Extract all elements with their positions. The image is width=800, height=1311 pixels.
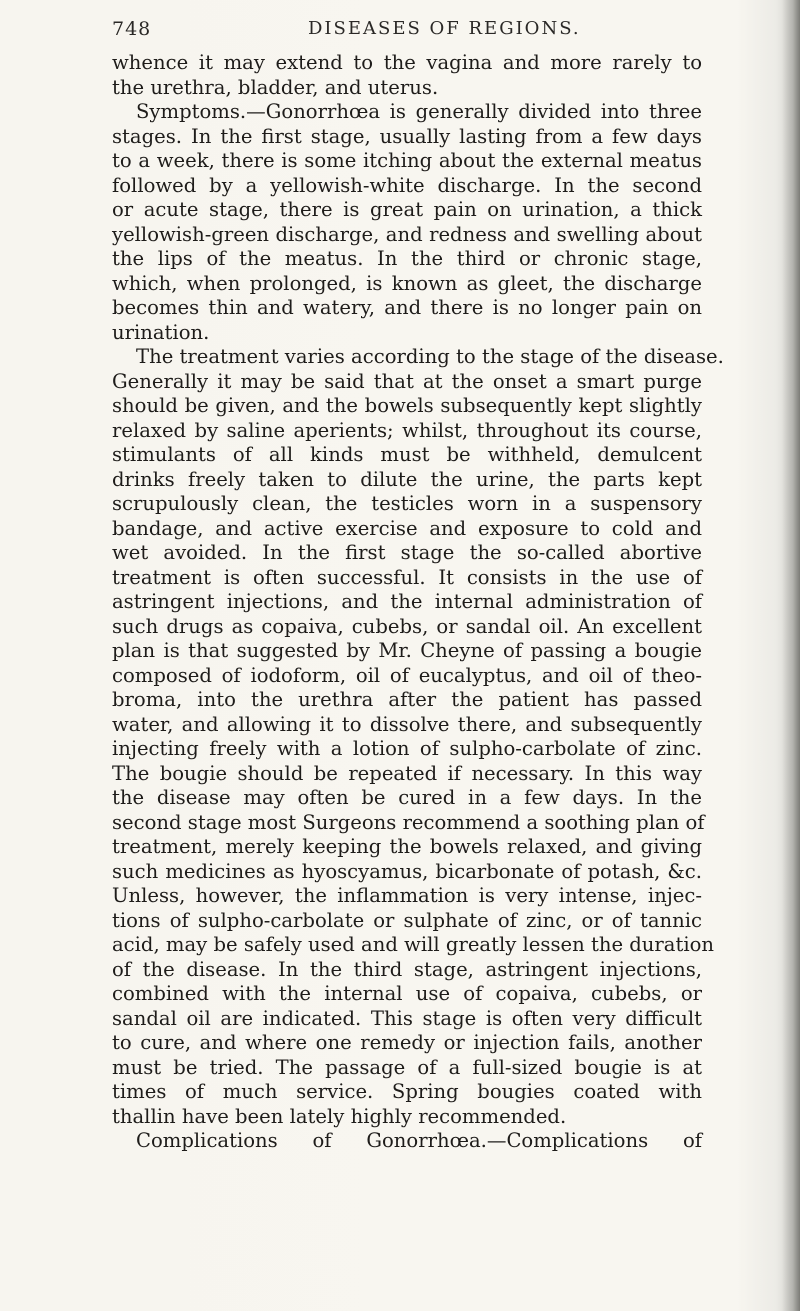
text-line: injecting freely with a lotion of sulpho-carbolate of zinc. <box>112 737 702 760</box>
text-line: relaxed by saline aperients; whilst, throughout its course, <box>112 418 702 442</box>
text-line: such drugs as copaiva, cubebs, or sandal oil. An excellent <box>112 614 702 638</box>
body-text <box>112 51 724 1154</box>
page-number: 748 <box>112 18 152 40</box>
text-line: yellowish-green discharge, and redness and swelling about <box>112 222 702 246</box>
text-line: sandal oil are indicated. This stage is often very difficult <box>112 1006 702 1030</box>
text-line: stimulants of all kinds must be withheld, demulcent <box>112 443 702 466</box>
text-line: Complications of Gonorrhœa.—Complications of <box>136 1129 702 1152</box>
text-line: which, when prolonged, is known as gleet, the discharge <box>112 271 702 295</box>
text-line: of the disease. In the third stage, astringent injections, <box>112 957 702 981</box>
text-line: acid, may be safely used and will greatly lessen the duration <box>112 933 715 956</box>
text-line: such medicines as hyoscyamus, bicarbonate of potash, &c. <box>112 859 702 883</box>
text-line: treatment, merely keeping the bowels relaxed, and giving <box>112 835 702 858</box>
text-line: to a week, there is some itching about the external meatus <box>112 149 702 172</box>
text-line: should be given, and the bowels subsequently kept slightly <box>112 394 702 417</box>
text-line: scrupulously clean, the testicles worn in a suspensory <box>112 492 702 515</box>
text-line: becomes thin and watery, and there is no longer pain on <box>112 296 702 319</box>
text-line: drinks freely taken to dilute the urine, the parts kept <box>112 467 702 491</box>
text-line: followed by a yellowish-white discharge. In the second <box>112 173 702 197</box>
text-line: water, and allowing it to dissolve there, and subsequently <box>112 712 702 736</box>
text-line: whence it may extend to the vagina and more rarely to <box>112 51 702 74</box>
text-line: plan is that suggested by Mr. Cheyne of passing a bougie <box>112 639 702 662</box>
text-line: astringent injections, and the internal administration of <box>112 590 702 613</box>
text-line: Generally it may be said that at the onset a smart purge <box>112 369 702 393</box>
text-line: the urethra, bladder, and uterus. <box>112 75 439 99</box>
text-line: to cure, and where one remedy or injection fails, another <box>112 1031 702 1054</box>
text-line: or acute stage, there is great pain on urination, a thick <box>112 198 702 221</box>
text-line: times of much service. Spring bougies coated with <box>112 1080 702 1103</box>
text-line: broma, into the urethra after the patient has passed <box>112 688 702 711</box>
text-line: bandage, and active exercise and exposure to cold and <box>112 516 702 540</box>
text-line: the disease may often be cured in a few days. In the <box>112 786 702 809</box>
page-edge-shadow <box>782 0 800 1311</box>
text-line: must be tried. The passage of a full-sized bougie is at <box>112 1055 702 1079</box>
text-line: stages. In the first stage, usually lasting from a few days <box>112 124 702 148</box>
text-line: second stage most Surgeons recommend a soothing plan of <box>112 810 705 834</box>
running-title: DISEASES OF REGIONS. <box>308 18 581 39</box>
text-line: Symptoms.—Gonorrhœa is generally divided into three <box>136 100 702 123</box>
text-line: The treatment varies according to the stage of the disease. <box>136 345 724 368</box>
text-line: urination. <box>112 320 210 344</box>
text-line: Unless, however, the inflammation is very intense, injec- <box>112 884 702 907</box>
text-line: combined with the internal use of copaiva, cubebs, or <box>112 982 702 1005</box>
text-line: wet avoided. In the first stage the so-called abortive <box>112 541 702 564</box>
text-line: thallin have been lately highly recommended. <box>112 1104 567 1128</box>
running-header <box>112 14 702 42</box>
text-line: composed of iodoform, oil of eucalyptus, and oil of theo- <box>112 663 702 687</box>
text-line: The bougie should be repeated if necessary. In this way <box>112 761 702 785</box>
text-line: tions of sulpho-carbolate or sulphate of zinc, or of tannic <box>112 908 702 932</box>
text-line: treatment is often successful. It consists in the use of <box>112 565 702 589</box>
text-line: the lips of the meatus. In the third or chronic stage, <box>112 247 702 270</box>
